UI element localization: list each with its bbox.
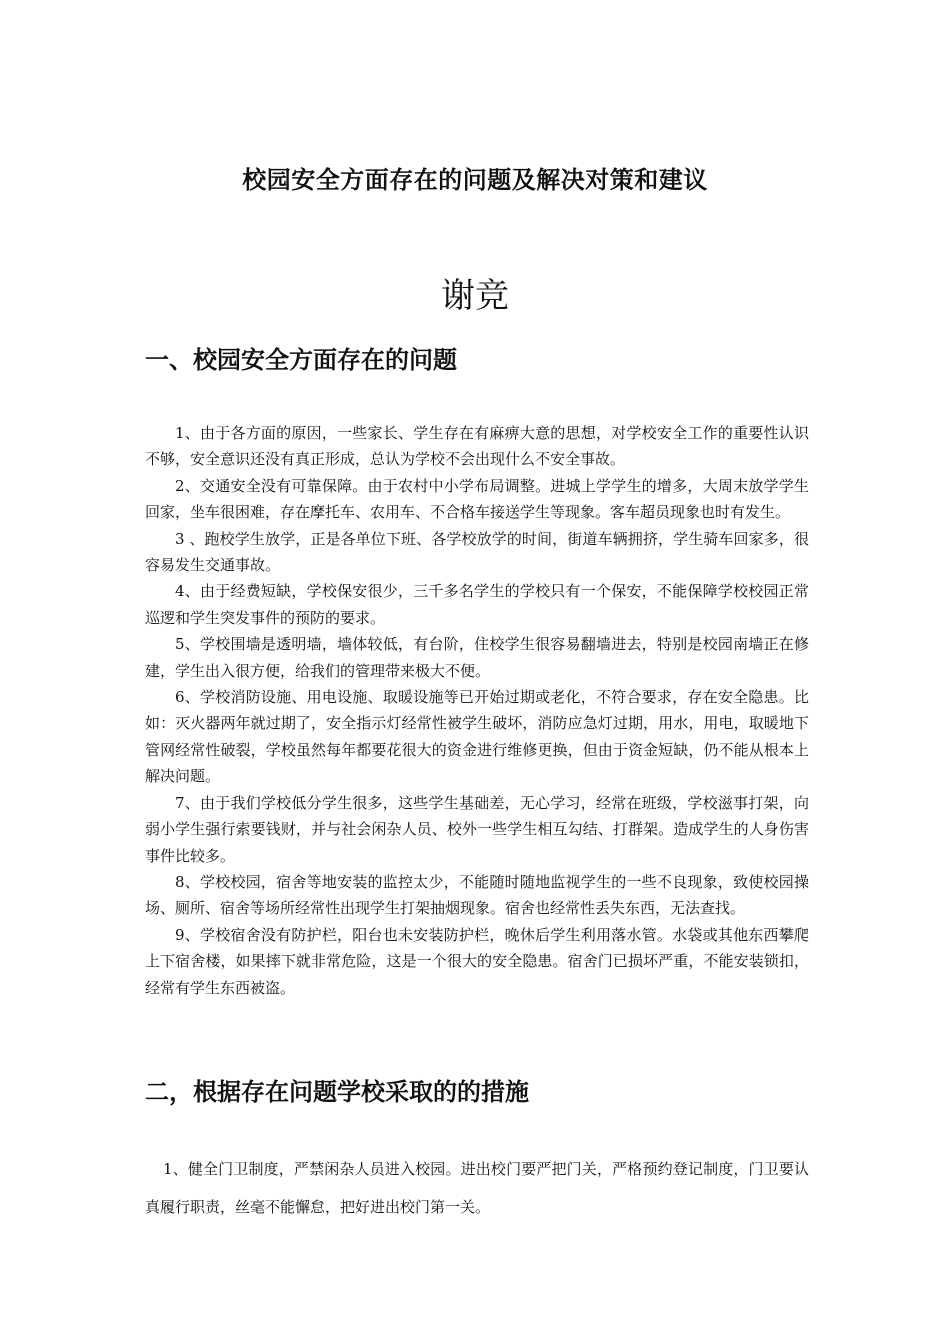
- paragraph: 3 、跑校学生放学，正是各单位下班、各学校放学的时间，街道车辆拥挤，学生骑车回家多，很容易发生交通事故。: [145, 529, 809, 575]
- paragraph: 6、学校消防设施、用电设施、取暖设施等已开始过期或老化，不符合要求，存在安全隐患。比如：灭火器两年就过期了，安全指示灯经常性被学生破坏，消防应急灯过期，用水，用电，取暖地下管网经常性破裂，学校虽然每年都要花很大的资金进行维修更换，但由于资金短缺，仍不能从根本上解决问题。: [145, 688, 809, 786]
- section-heading-problems: 一、校园安全方面存在的问题: [145, 345, 457, 374]
- section-heading-measures: 二，根据存在问题学校采取的的措施: [145, 1077, 529, 1106]
- section-body-measures: [145, 1150, 809, 1226]
- paragraph: 7、由于我们学校低分学生很多，这些学生基础差，无心学习，经常在班级，学校滋事打架，向弱小学生强行索要钱财，并与社会闲杂人员、校外一些学生相互勾结、打群架。造成学生的人身伤害事件比较多。: [145, 793, 809, 865]
- paragraph: 9、学校宿舍没有防护栏，阳台也未安装防护栏，晚休后学生利用落水管。水袋或其他东西攀爬上下宿舍楼，如果摔下就非常危险，这是一个很大的安全隐患。宿舍门已损坏严重，不能安装锁扣，经常有学生东西被盗。: [145, 925, 809, 997]
- paragraph: 5、学校围墙是透明墙，墙体较低，有台阶，住校学生很容易翻墙进去，特别是校园南墙正在修建，学生出入很方便，给我们的管理带来极大不便。: [145, 635, 809, 680]
- paragraph: 8、学校校园，宿舍等地安装的监控太少，不能随时随地监视学生的一些不良现象，致使校园操场、厕所、宿舍等场所经常性出现学生打架抽烟现象。宿舍也经常性丢失东西，无法查找。: [145, 872, 809, 918]
- section-body-problems: [145, 420, 809, 1001]
- paragraph: 2、交通安全没有可靠保障。由于农村中小学布局调整。进城上学学生的增多，大周末放学学生回家，坐车很困难，存在摩托车、农用车、不合格车接送学生等现象。客车超员现象也时有发生。: [145, 476, 809, 522]
- paragraph: 1、健全门卫制度，严禁闲杂人员进入校园。进出校门要严把门关，严格预约登记制度，门卫要认真履行职责，丝毫不能懈怠，把好进出校门第一关。: [145, 1160, 809, 1216]
- document-title: 校园安全方面存在的问题及解决对策和建议: [242, 165, 708, 194]
- paragraph: 4、由于经费短缺，学校保安很少，三千多名学生的学校只有一个保安，不能保障学校校园正常巡逻和学生突发事件的预防的要求。: [145, 582, 809, 627]
- author-name: 谢竞: [441, 276, 509, 316]
- paragraph: 1、由于各方面的原因，一些家长、学生存在有麻痹大意的思想，对学校安全工作的重要性认识不够，安全意识还没有真正形成，总认为学校不会出现什么不安全事故。: [145, 424, 809, 469]
